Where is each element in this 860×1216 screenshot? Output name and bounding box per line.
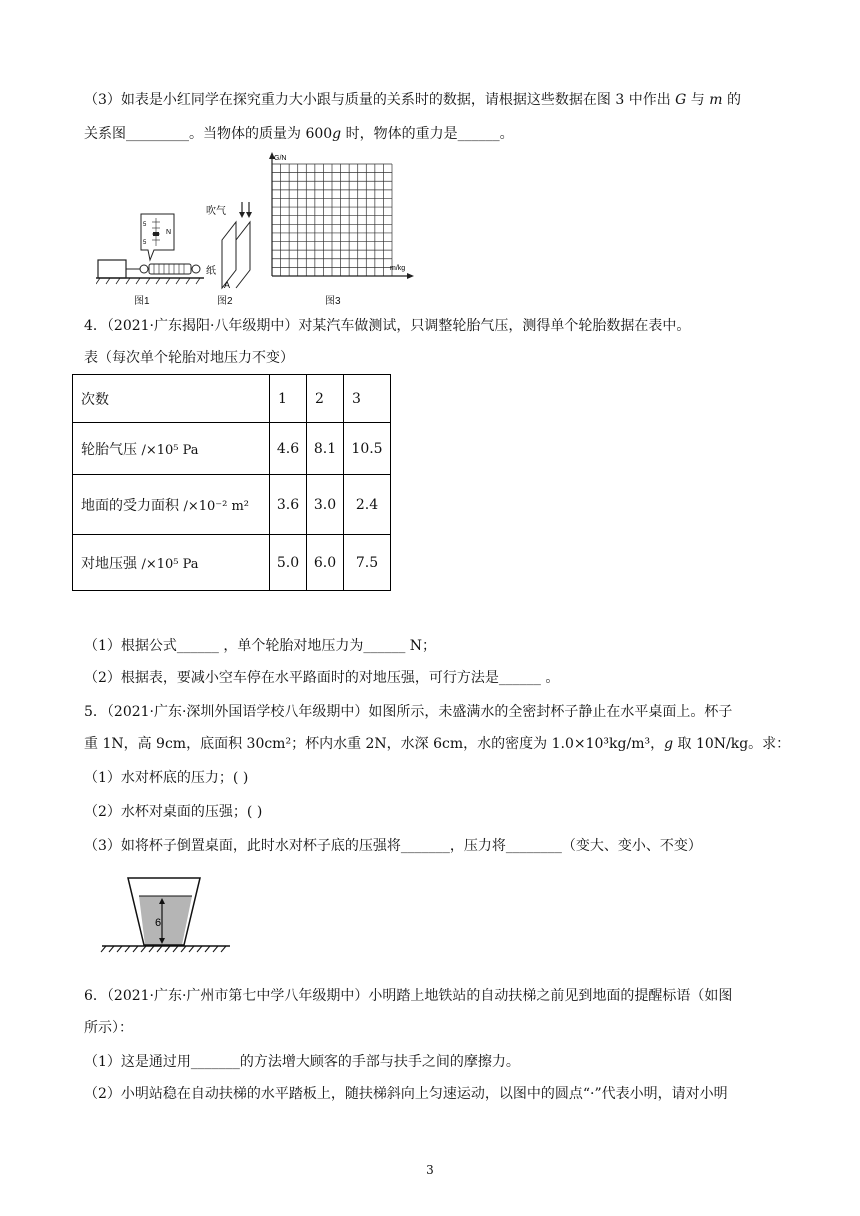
- ground-hatch: [125, 946, 130, 952]
- table-row: [73, 535, 391, 591]
- table-header-cell: 次数: [73, 375, 270, 423]
- ground-hatch: [189, 946, 194, 952]
- table-cell: 10.5: [344, 423, 391, 475]
- q3-line-2: 关系图_________。当物体的质量为 600g 时，物体的重力是______。: [84, 126, 514, 142]
- fig2-paper-label: 纸: [206, 266, 216, 277]
- table-header-row: [73, 375, 391, 423]
- table-cell: 7.5: [344, 535, 391, 591]
- table-cell: 3.0: [307, 475, 344, 535]
- figure-1-label: 图1: [134, 296, 150, 307]
- table-header-cell: 1: [270, 375, 307, 423]
- table-cell: 4.6: [270, 423, 307, 475]
- ground-hatch: [117, 946, 122, 952]
- ground-hatch: [205, 946, 210, 952]
- q4-heading: 4．（2021·广东揭阳·八年级期中）对某汽车做测试，只调整轮胎气压，测得单个轮胎数据在表中。: [84, 318, 691, 334]
- table-header-cell: 3: [344, 375, 391, 423]
- ground-hatch: [101, 946, 106, 952]
- table-cell: 5.0: [270, 535, 307, 591]
- ground-hatch: [221, 946, 226, 952]
- table-header-cell: 2: [307, 375, 344, 423]
- figure-3-label: 图3: [325, 296, 341, 307]
- fig3-x-axis-label: m/kg: [390, 265, 406, 272]
- row-unit: /×10⁵ Pa: [141, 556, 199, 572]
- table-cell: 6.0: [307, 535, 344, 591]
- tire-data-table: [72, 374, 391, 591]
- table-row: [73, 423, 391, 475]
- row-label: 地面的受力面积: [81, 497, 179, 514]
- table-cell: 2.4: [344, 475, 391, 535]
- svg-text:5: 5: [143, 240, 147, 246]
- ground-hatch: [133, 946, 138, 952]
- row-label: 轮胎气压: [81, 441, 137, 458]
- ground-hatch: [149, 946, 154, 952]
- ground-hatch: [141, 946, 146, 952]
- svg-text:5: 5: [143, 222, 147, 228]
- var-m: m: [709, 92, 723, 108]
- q4-table-caption: 表（每次单个轮胎对地压力不变）: [84, 350, 294, 366]
- q6-line-1: 6．（2021·广东·广州市第七中学八年级期中）小明踏上地铁站的自动扶梯之前见到地面的提醒标语（如图: [84, 988, 733, 1004]
- q6-sub-2: （2）小明站稳在自动扶梯的水平踏板上，随扶梯斜向上匀速运动，以图中的圆点“·”代表小明，请对小明: [84, 1086, 728, 1102]
- ground-hatch: [157, 946, 162, 952]
- table-cell: 3.6: [270, 475, 307, 535]
- fig2-blow-label: 吹气: [206, 206, 226, 217]
- ground-hatch: [109, 946, 114, 952]
- row-unit: /×10⁻² m²: [183, 498, 250, 514]
- q6-sub-1: （1）这是通过用_______的方法增大顾客的手部与扶手之间的摩擦力。: [84, 1054, 520, 1070]
- q5-sub-3: （3）如将杯子倒置桌面，此时水对杯子底的压强将_______，压力将________（变大、变小、不变）: [84, 838, 702, 854]
- row-unit: /×10⁵ Pa: [141, 442, 199, 458]
- ground-hatch: [173, 946, 178, 952]
- fig3-y-axis-label: G/N: [274, 155, 287, 162]
- figure-2-paper-blow: [204, 200, 264, 292]
- var-g: G: [675, 92, 687, 108]
- q5-line-2: 重 1N，高 9cm，底面积 30cm²；杯内水重 2N，水深 6cm，水的密度为 1.0×10³kg/m³，g 取 10N/kg。求：: [84, 736, 791, 752]
- ground-hatch: [213, 946, 218, 952]
- depth-label: 6: [155, 917, 162, 929]
- table-row: [73, 475, 391, 535]
- ground-hatch: [197, 946, 202, 952]
- figure-2-label: 图2: [217, 296, 233, 307]
- q4-sub-2: （2）根据表，要减小空车停在水平路面时的对地压强，可行方法是______ 。: [84, 670, 560, 686]
- table-cell: 8.1: [307, 423, 344, 475]
- q3-line-1: （3）如表是小红同学在探究重力大小跟与质量的关系时的数据，请根据这些数据在图 3 中作出 G 与 m 的: [84, 92, 741, 108]
- ground-hatch: [181, 946, 186, 952]
- q6-line-2: 所示）：: [84, 1020, 133, 1036]
- ground-hatch: [165, 946, 170, 952]
- figure-1-spring-scale: [96, 210, 206, 290]
- figure-3-grid: [262, 150, 422, 288]
- q5-sub-2: （2）水杯对桌面的压强；( ): [84, 804, 263, 820]
- cup-figure: [100, 870, 240, 954]
- q5-sub-1: （1）水对杯底的压力；( ): [84, 770, 249, 786]
- row-label: 对地压强: [81, 555, 137, 572]
- svg-text:N: N: [166, 229, 172, 236]
- q5-line-1: 5．（2021·广东·深圳外国语学校八年级期中）如图所示，未盛满水的全密封杯子静止在水平桌面上。杯子: [84, 704, 733, 720]
- q4-sub-1: （1）根据公式______ ，单个轮胎对地压力为______ N；: [84, 638, 437, 654]
- fig2-point-a: A: [224, 280, 231, 290]
- page-number: 3: [426, 1163, 434, 1177]
